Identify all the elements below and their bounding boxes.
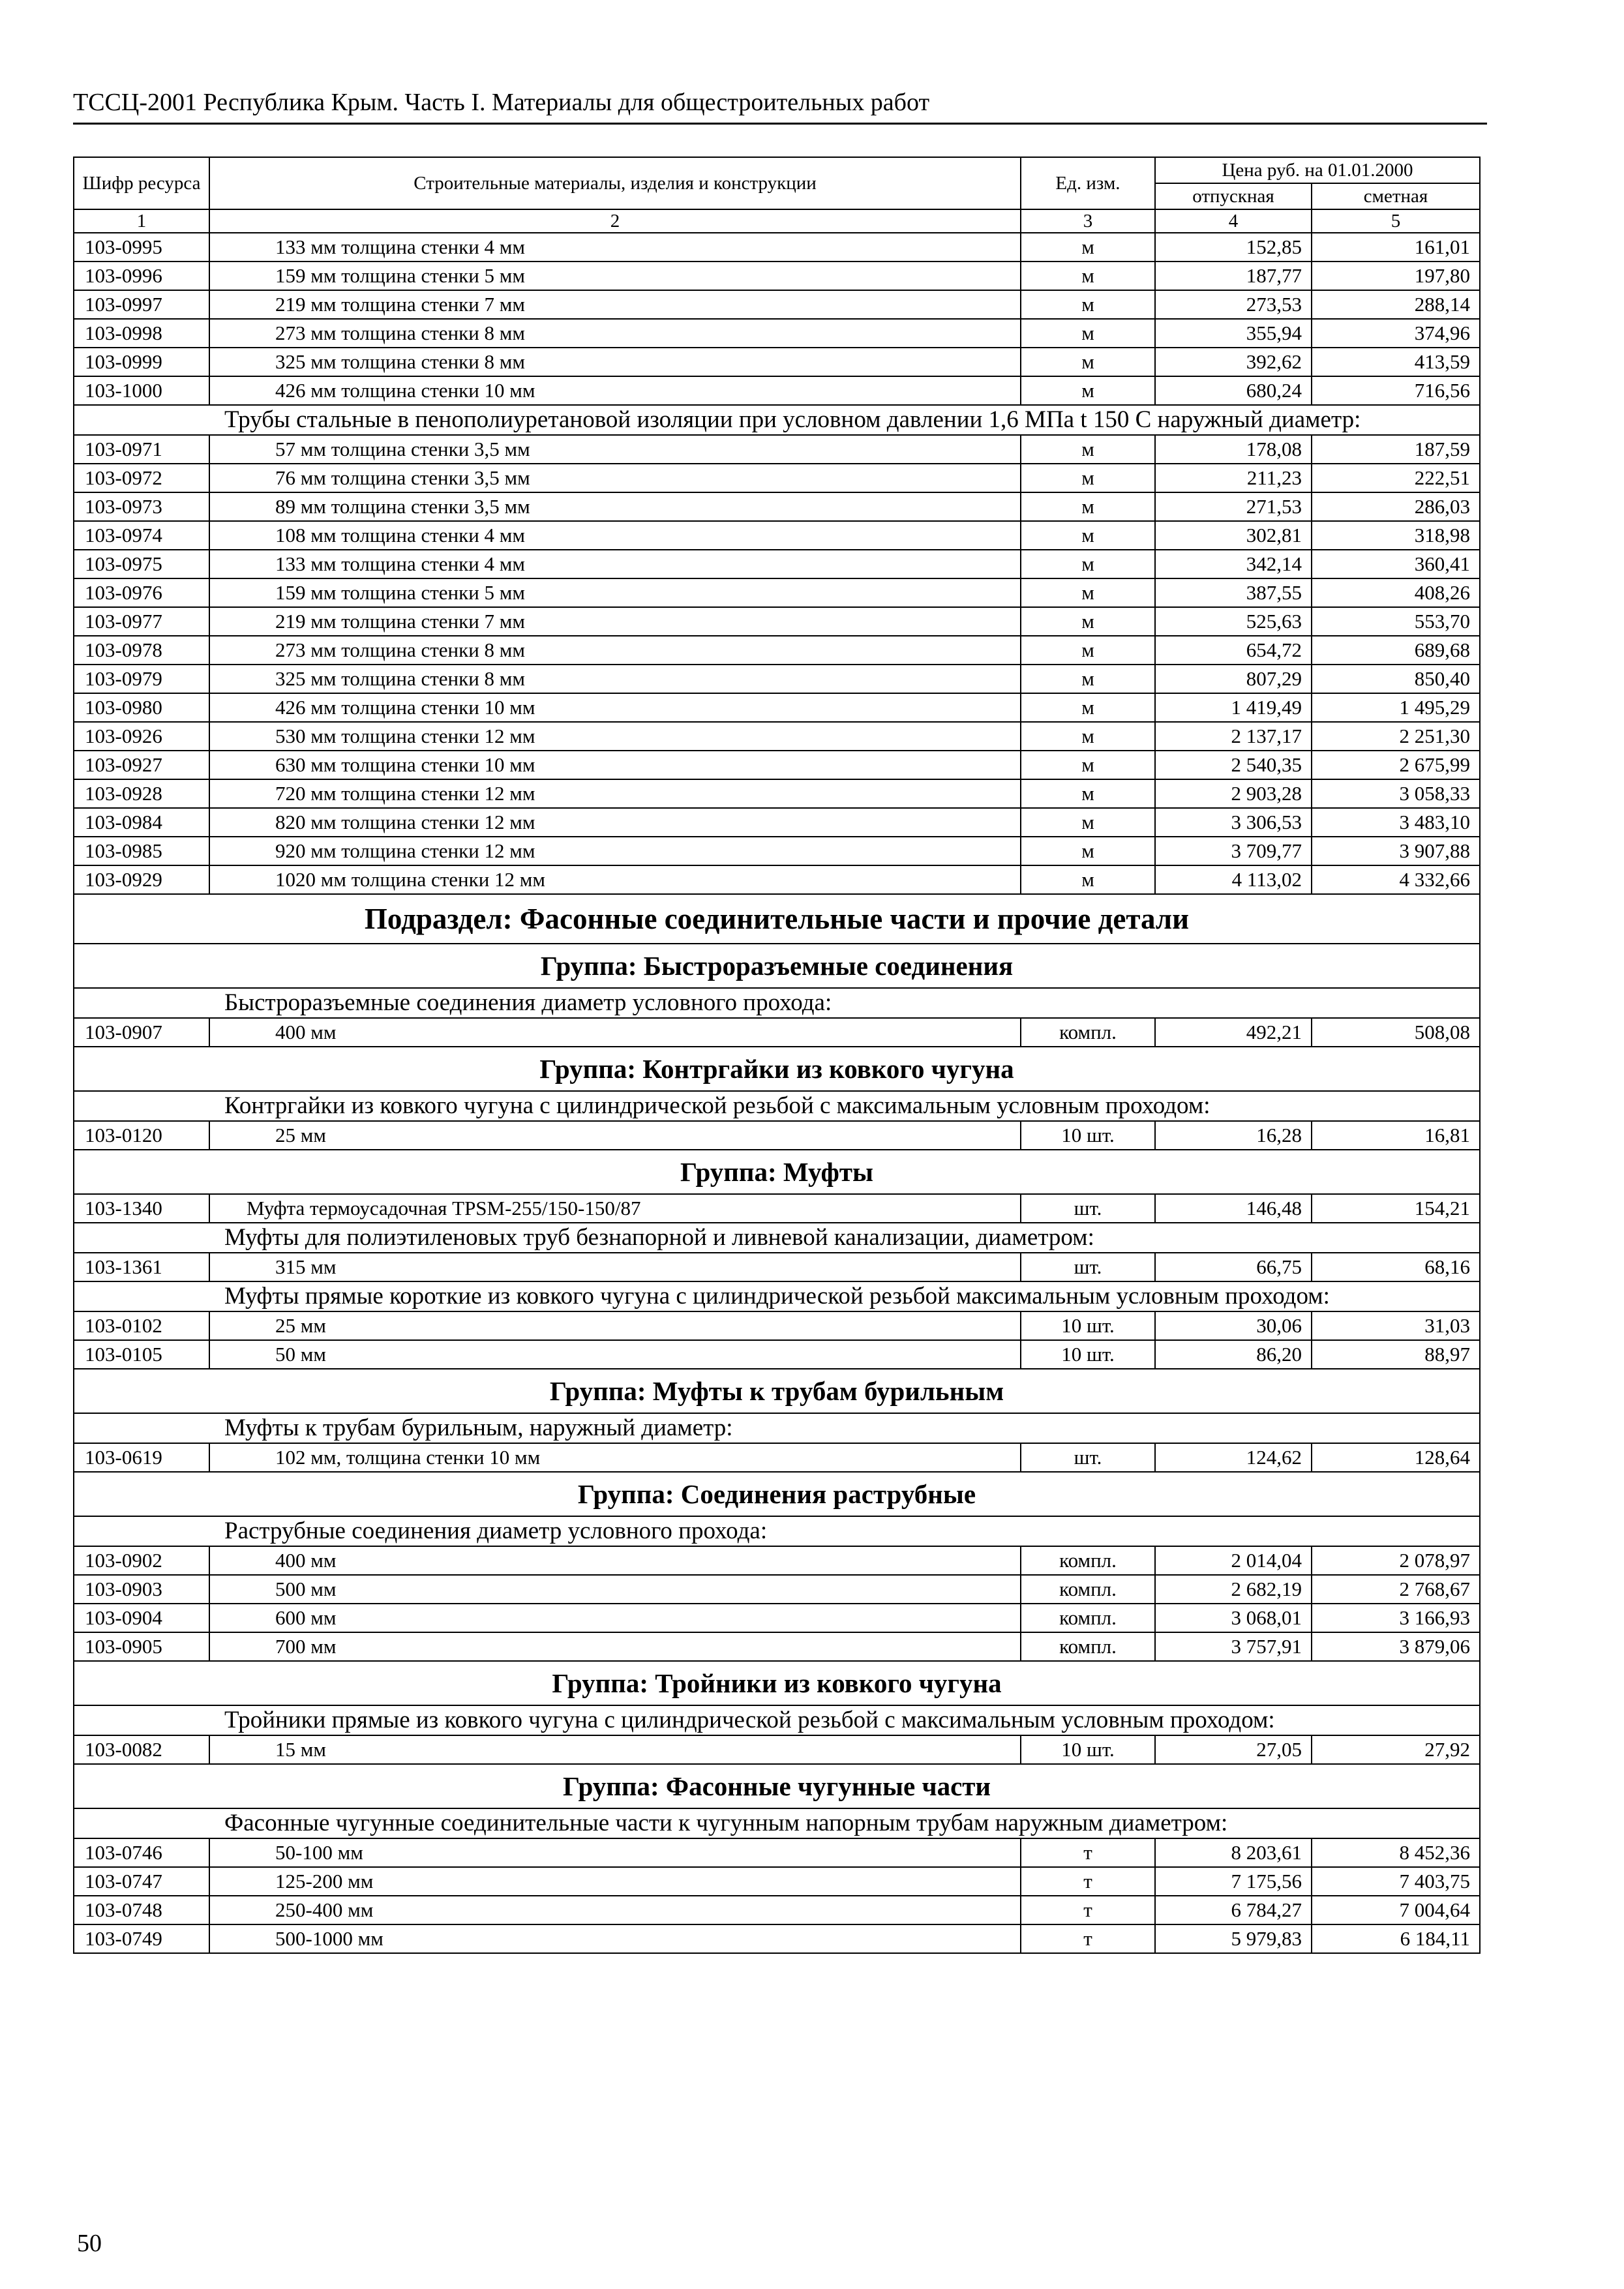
- estimate-price: 408,26: [1312, 578, 1480, 607]
- unit-of-measure: т: [1021, 1838, 1155, 1867]
- unit-of-measure: шт.: [1021, 1253, 1155, 1281]
- estimate-price: 2 251,30: [1312, 722, 1480, 751]
- estimate-price: 374,96: [1312, 319, 1480, 348]
- release-price: 16,28: [1155, 1121, 1312, 1150]
- unit-of-measure: шт.: [1021, 1443, 1155, 1472]
- table-row: [74, 262, 1480, 290]
- release-price: 342,14: [1155, 550, 1312, 578]
- table-row: [74, 290, 1480, 319]
- estimate-price: 7 004,64: [1312, 1896, 1480, 1924]
- release-price: 302,81: [1155, 521, 1312, 550]
- release-price: 124,62: [1155, 1443, 1312, 1472]
- resource-code: 103-0926: [74, 722, 209, 751]
- description-row: [74, 1413, 1480, 1443]
- unit-of-measure: м: [1021, 636, 1155, 665]
- resource-code: 103-0102: [74, 1311, 209, 1340]
- resource-code: 103-0999: [74, 348, 209, 376]
- group-heading: Группа: Муфты: [74, 1150, 1480, 1194]
- estimate-price: 222,51: [1312, 464, 1480, 492]
- release-price: 3 757,91: [1155, 1632, 1312, 1661]
- estimate-price: 4 332,66: [1312, 865, 1480, 894]
- resource-code: 103-0927: [74, 751, 209, 779]
- table-row: [74, 1604, 1480, 1632]
- col-header-estimate-price: сметная: [1312, 183, 1480, 209]
- group-row: [74, 1150, 1480, 1194]
- resource-code: 103-1000: [74, 376, 209, 405]
- release-price: 211,23: [1155, 464, 1312, 492]
- estimate-price: 2 768,67: [1312, 1575, 1480, 1604]
- unit-of-measure: м: [1021, 665, 1155, 693]
- resource-code: 103-0748: [74, 1896, 209, 1924]
- unit-of-measure: м: [1021, 435, 1155, 464]
- resource-code: 103-0120: [74, 1121, 209, 1150]
- table-row: [74, 521, 1480, 550]
- subsection-row: [74, 894, 1480, 944]
- unit-of-measure: м: [1021, 693, 1155, 722]
- estimate-price: 16,81: [1312, 1121, 1480, 1150]
- unit-of-measure: 10 шт.: [1021, 1735, 1155, 1764]
- group-description: Фасонные чугунные соединительные части к чугунным напорным трубам наружным диаметром:: [74, 1808, 1480, 1838]
- resource-code: 103-0975: [74, 550, 209, 578]
- resource-code: 103-0985: [74, 837, 209, 865]
- material-name: 102 мм, толщина стенки 10 мм: [209, 1443, 1021, 1472]
- table-row: [74, 1121, 1480, 1150]
- material-name: 159 мм толщина стенки 5 мм: [209, 262, 1021, 290]
- group-row: [74, 1369, 1480, 1413]
- table-row: [74, 1575, 1480, 1604]
- unit-of-measure: т: [1021, 1867, 1155, 1896]
- unit-of-measure: м: [1021, 262, 1155, 290]
- description-row: [74, 1516, 1480, 1546]
- resource-code: 103-0997: [74, 290, 209, 319]
- release-price: 807,29: [1155, 665, 1312, 693]
- material-name: 89 мм толщина стенки 3,5 мм: [209, 492, 1021, 521]
- table-row: [74, 837, 1480, 865]
- material-name: 273 мм толщина стенки 8 мм: [209, 636, 1021, 665]
- material-name: 25 мм: [209, 1121, 1021, 1150]
- estimate-price: 128,64: [1312, 1443, 1480, 1472]
- resource-code: 103-0973: [74, 492, 209, 521]
- release-price: 355,94: [1155, 319, 1312, 348]
- group-row: [74, 1472, 1480, 1516]
- estimate-price: 27,92: [1312, 1735, 1480, 1764]
- table-row: [74, 376, 1480, 405]
- material-name: 426 мм толщина стенки 10 мм: [209, 693, 1021, 722]
- group-heading: Группа: Быстроразъемные соединения: [74, 944, 1480, 988]
- material-name: 250-400 мм: [209, 1896, 1021, 1924]
- unit-of-measure: компл.: [1021, 1546, 1155, 1575]
- unit-of-measure: м: [1021, 376, 1155, 405]
- release-price: 6 784,27: [1155, 1896, 1312, 1924]
- table-row: [74, 319, 1480, 348]
- table-row: [74, 1924, 1480, 1953]
- release-price: 387,55: [1155, 578, 1312, 607]
- table-row: [74, 435, 1480, 464]
- material-name: 426 мм толщина стенки 10 мм: [209, 376, 1021, 405]
- table-row: [74, 751, 1480, 779]
- release-price: 27,05: [1155, 1735, 1312, 1764]
- table-row: [74, 1194, 1480, 1223]
- estimate-price: 413,59: [1312, 348, 1480, 376]
- estimate-price: 3 058,33: [1312, 779, 1480, 808]
- release-price: 86,20: [1155, 1340, 1312, 1369]
- estimate-price: 318,98: [1312, 521, 1480, 550]
- resource-code: 103-0928: [74, 779, 209, 808]
- unit-of-measure: м: [1021, 319, 1155, 348]
- table-row: [74, 808, 1480, 837]
- group-heading: Группа: Тройники из ковкого чугуна: [74, 1661, 1480, 1705]
- resource-code: 103-0747: [74, 1867, 209, 1896]
- resource-code: 103-0904: [74, 1604, 209, 1632]
- estimate-price: 2 078,97: [1312, 1546, 1480, 1575]
- table-row: [74, 578, 1480, 607]
- column-index-row: [74, 209, 1480, 233]
- release-price: 4 113,02: [1155, 865, 1312, 894]
- material-name: 400 мм: [209, 1018, 1021, 1047]
- unit-of-measure: м: [1021, 578, 1155, 607]
- resource-code: 103-0902: [74, 1546, 209, 1575]
- estimate-price: 154,21: [1312, 1194, 1480, 1223]
- unit-of-measure: т: [1021, 1924, 1155, 1953]
- estimate-price: 3 879,06: [1312, 1632, 1480, 1661]
- resource-code: 103-0619: [74, 1443, 209, 1472]
- table-row: [74, 693, 1480, 722]
- material-name: 630 мм толщина стенки 10 мм: [209, 751, 1021, 779]
- unit-of-measure: м: [1021, 550, 1155, 578]
- description-row: [74, 1281, 1480, 1311]
- group-description: Контргайки из ковкого чугуна с цилиндрической резьбой с максимальным условным проходом:: [74, 1091, 1480, 1121]
- col-header-price: Цена руб. на 01.01.2000: [1155, 157, 1480, 183]
- release-price: 2 540,35: [1155, 751, 1312, 779]
- material-name: 133 мм толщина стенки 4 мм: [209, 233, 1021, 262]
- resource-code: 103-0974: [74, 521, 209, 550]
- estimate-price: 288,14: [1312, 290, 1480, 319]
- release-price: 146,48: [1155, 1194, 1312, 1223]
- unit-of-measure: м: [1021, 607, 1155, 636]
- estimate-price: 716,56: [1312, 376, 1480, 405]
- estimate-price: 850,40: [1312, 665, 1480, 693]
- resource-code: 103-0749: [74, 1924, 209, 1953]
- resource-code: 103-1340: [74, 1194, 209, 1223]
- estimate-price: 689,68: [1312, 636, 1480, 665]
- release-price: 8 203,61: [1155, 1838, 1312, 1867]
- column-index: 5: [1312, 209, 1480, 233]
- resource-code: 103-0978: [74, 636, 209, 665]
- description-row: [74, 988, 1480, 1018]
- estimate-price: 508,08: [1312, 1018, 1480, 1047]
- material-name: 920 мм толщина стенки 12 мм: [209, 837, 1021, 865]
- table-row: [74, 779, 1480, 808]
- release-price: 7 175,56: [1155, 1867, 1312, 1896]
- estimate-price: 1 495,29: [1312, 693, 1480, 722]
- group-description: Муфты прямые короткие из ковкого чугуна с цилиндрической резьбой максимальным условным проходом:: [74, 1281, 1480, 1311]
- col-header-code: Шифр ресурса: [74, 157, 209, 209]
- release-price: 1 419,49: [1155, 693, 1312, 722]
- release-price: 2 014,04: [1155, 1546, 1312, 1575]
- group-row: [74, 1764, 1480, 1808]
- release-price: 3 709,77: [1155, 837, 1312, 865]
- unit-of-measure: м: [1021, 521, 1155, 550]
- resource-code: 103-0903: [74, 1575, 209, 1604]
- material-name: 219 мм толщина стенки 7 мм: [209, 290, 1021, 319]
- estimate-price: 360,41: [1312, 550, 1480, 578]
- material-name: 159 мм толщина стенки 5 мм: [209, 578, 1021, 607]
- col-header-release-price: отпускная: [1155, 183, 1312, 209]
- group-row: [74, 1661, 1480, 1705]
- release-price: 2 137,17: [1155, 722, 1312, 751]
- material-name: Муфта термоусадочная TPSM-255/150-150/87: [209, 1194, 1021, 1223]
- group-description: Раструбные соединения диаметр условного прохода:: [74, 1516, 1480, 1546]
- table-row: [74, 1018, 1480, 1047]
- resource-code: 103-0979: [74, 665, 209, 693]
- estimate-price: 3 907,88: [1312, 837, 1480, 865]
- material-name: 600 мм: [209, 1604, 1021, 1632]
- table-row: [74, 636, 1480, 665]
- release-price: 273,53: [1155, 290, 1312, 319]
- material-name: 400 мм: [209, 1546, 1021, 1575]
- description-row: [74, 1705, 1480, 1735]
- unit-of-measure: 10 шт.: [1021, 1311, 1155, 1340]
- estimate-price: 197,80: [1312, 262, 1480, 290]
- resource-code: 103-0995: [74, 233, 209, 262]
- table-row: [74, 1253, 1480, 1281]
- table-row: [74, 1340, 1480, 1369]
- column-index: 1: [74, 209, 209, 233]
- material-name: 1020 мм толщина стенки 12 мм: [209, 865, 1021, 894]
- resource-code: 103-0105: [74, 1340, 209, 1369]
- material-name: 50 мм: [209, 1340, 1021, 1369]
- group-description: Тройники прямые из ковкого чугуна с цилиндрической резьбой с максимальным условным проходом:: [74, 1705, 1480, 1735]
- material-name: 50-100 мм: [209, 1838, 1021, 1867]
- table-row: [74, 865, 1480, 894]
- estimate-price: 3 483,10: [1312, 808, 1480, 837]
- column-index: 2: [209, 209, 1021, 233]
- resource-code: 103-0972: [74, 464, 209, 492]
- description-row: [74, 405, 1480, 435]
- page-number: 50: [77, 2230, 102, 2257]
- group-row: [74, 944, 1480, 988]
- material-name: 25 мм: [209, 1311, 1021, 1340]
- estimate-price: 3 166,93: [1312, 1604, 1480, 1632]
- unit-of-measure: 10 шт.: [1021, 1340, 1155, 1369]
- release-price: 525,63: [1155, 607, 1312, 636]
- unit-of-measure: м: [1021, 751, 1155, 779]
- release-price: 2 903,28: [1155, 779, 1312, 808]
- group-description: Муфты для полиэтиленовых труб безнапорной и ливневой канализации, диаметром:: [74, 1223, 1480, 1253]
- group-description: Муфты к трубам бурильным, наружный диаметр:: [74, 1413, 1480, 1443]
- material-name: 273 мм толщина стенки 8 мм: [209, 319, 1021, 348]
- release-price: 3 306,53: [1155, 808, 1312, 837]
- group-description: Трубы стальные в пенополиуретановой изоляции при условном давлении 1,6 МПа t 150 С наружный диаметр:: [74, 405, 1480, 435]
- release-price: 492,21: [1155, 1018, 1312, 1047]
- estimate-price: 187,59: [1312, 435, 1480, 464]
- estimate-price: 2 675,99: [1312, 751, 1480, 779]
- table-row: [74, 464, 1480, 492]
- unit-of-measure: м: [1021, 808, 1155, 837]
- unit-of-measure: компл.: [1021, 1604, 1155, 1632]
- material-name: 500-1000 мм: [209, 1924, 1021, 1953]
- table-row: [74, 550, 1480, 578]
- unit-of-measure: м: [1021, 233, 1155, 262]
- description-row: [74, 1091, 1480, 1121]
- release-price: 187,77: [1155, 262, 1312, 290]
- subsection-heading: Подраздел: Фасонные соединительные части и прочие детали: [74, 894, 1480, 944]
- column-index: 3: [1021, 209, 1155, 233]
- group-heading: Группа: Контргайки из ковкого чугуна: [74, 1047, 1480, 1091]
- resource-code: 103-0746: [74, 1838, 209, 1867]
- estimate-price: 8 452,36: [1312, 1838, 1480, 1867]
- table-row: [74, 1838, 1480, 1867]
- resource-code: 103-0907: [74, 1018, 209, 1047]
- resource-code: 103-0905: [74, 1632, 209, 1661]
- unit-of-measure: м: [1021, 722, 1155, 751]
- unit-of-measure: м: [1021, 837, 1155, 865]
- material-name: 219 мм толщина стенки 7 мм: [209, 607, 1021, 636]
- unit-of-measure: м: [1021, 865, 1155, 894]
- unit-of-measure: м: [1021, 348, 1155, 376]
- release-price: 680,24: [1155, 376, 1312, 405]
- release-price: 654,72: [1155, 636, 1312, 665]
- resource-code: 103-0971: [74, 435, 209, 464]
- group-heading: Группа: Соединения раструбные: [74, 1472, 1480, 1516]
- resource-code: 103-0929: [74, 865, 209, 894]
- release-price: 2 682,19: [1155, 1575, 1312, 1604]
- release-price: 152,85: [1155, 233, 1312, 262]
- table-row: [74, 1311, 1480, 1340]
- group-heading: Группа: Фасонные чугунные части: [74, 1764, 1480, 1808]
- material-name: 133 мм толщина стенки 4 мм: [209, 550, 1021, 578]
- unit-of-measure: м: [1021, 492, 1155, 521]
- group-heading: Группа: Муфты к трубам бурильным: [74, 1369, 1480, 1413]
- estimate-price: 68,16: [1312, 1253, 1480, 1281]
- resource-code: 103-0998: [74, 319, 209, 348]
- table-row: [74, 348, 1480, 376]
- resource-code: 103-0977: [74, 607, 209, 636]
- table-row: [74, 1632, 1480, 1661]
- material-name: 530 мм толщина стенки 12 мм: [209, 722, 1021, 751]
- estimate-price: 161,01: [1312, 233, 1480, 262]
- table-row: [74, 1735, 1480, 1764]
- unit-of-measure: компл.: [1021, 1632, 1155, 1661]
- resource-code: 103-0984: [74, 808, 209, 837]
- unit-of-measure: м: [1021, 464, 1155, 492]
- table-row: [74, 665, 1480, 693]
- release-price: 178,08: [1155, 435, 1312, 464]
- material-name: 325 мм толщина стенки 8 мм: [209, 665, 1021, 693]
- table-row: [74, 722, 1480, 751]
- resource-code: 103-0082: [74, 1735, 209, 1764]
- group-row: [74, 1047, 1480, 1091]
- resource-code: 103-0976: [74, 578, 209, 607]
- resource-price-table: [73, 157, 1481, 1954]
- material-name: 700 мм: [209, 1632, 1021, 1661]
- table-row: [74, 607, 1480, 636]
- column-index: 4: [1155, 209, 1312, 233]
- material-name: 15 мм: [209, 1735, 1021, 1764]
- table-row: [74, 492, 1480, 521]
- unit-of-measure: компл.: [1021, 1018, 1155, 1047]
- estimate-price: 553,70: [1312, 607, 1480, 636]
- unit-of-measure: 10 шт.: [1021, 1121, 1155, 1150]
- material-name: 57 мм толщина стенки 3,5 мм: [209, 435, 1021, 464]
- unit-of-measure: шт.: [1021, 1194, 1155, 1223]
- col-header-name: Строительные материалы, изделия и конструкции: [209, 157, 1021, 209]
- release-price: 66,75: [1155, 1253, 1312, 1281]
- table-header-row: [74, 157, 1480, 183]
- resource-code: 103-0980: [74, 693, 209, 722]
- unit-of-measure: м: [1021, 779, 1155, 808]
- material-name: 500 мм: [209, 1575, 1021, 1604]
- table-row: [74, 1896, 1480, 1924]
- table-row: [74, 233, 1480, 262]
- estimate-price: 88,97: [1312, 1340, 1480, 1369]
- material-name: 108 мм толщина стенки 4 мм: [209, 521, 1021, 550]
- material-name: 125-200 мм: [209, 1867, 1021, 1896]
- release-price: 392,62: [1155, 348, 1312, 376]
- material-name: 720 мм толщина стенки 12 мм: [209, 779, 1021, 808]
- release-price: 271,53: [1155, 492, 1312, 521]
- table-row: [74, 1443, 1480, 1472]
- material-name: 820 мм толщина стенки 12 мм: [209, 808, 1021, 837]
- description-row: [74, 1808, 1480, 1838]
- estimate-price: 286,03: [1312, 492, 1480, 521]
- material-name: 325 мм толщина стенки 8 мм: [209, 348, 1021, 376]
- estimate-price: 7 403,75: [1312, 1867, 1480, 1896]
- resource-code: 103-0996: [74, 262, 209, 290]
- unit-of-measure: т: [1021, 1896, 1155, 1924]
- material-name: 315 мм: [209, 1253, 1021, 1281]
- resource-code: 103-1361: [74, 1253, 209, 1281]
- estimate-price: 6 184,11: [1312, 1924, 1480, 1953]
- table-row: [74, 1546, 1480, 1575]
- material-name: 76 мм толщина стенки 3,5 мм: [209, 464, 1021, 492]
- col-header-unit: Ед. изм.: [1021, 157, 1155, 209]
- table-row: [74, 1867, 1480, 1896]
- group-description: Быстроразъемные соединения диаметр условного прохода:: [74, 988, 1480, 1018]
- release-price: 3 068,01: [1155, 1604, 1312, 1632]
- unit-of-measure: м: [1021, 290, 1155, 319]
- release-price: 30,06: [1155, 1311, 1312, 1340]
- description-row: [74, 1223, 1480, 1253]
- release-price: 5 979,83: [1155, 1924, 1312, 1953]
- page-header-title: ТССЦ-2001 Республика Крым. Часть I. Материалы для общестроительных работ: [73, 86, 1487, 125]
- estimate-price: 31,03: [1312, 1311, 1480, 1340]
- unit-of-measure: компл.: [1021, 1575, 1155, 1604]
